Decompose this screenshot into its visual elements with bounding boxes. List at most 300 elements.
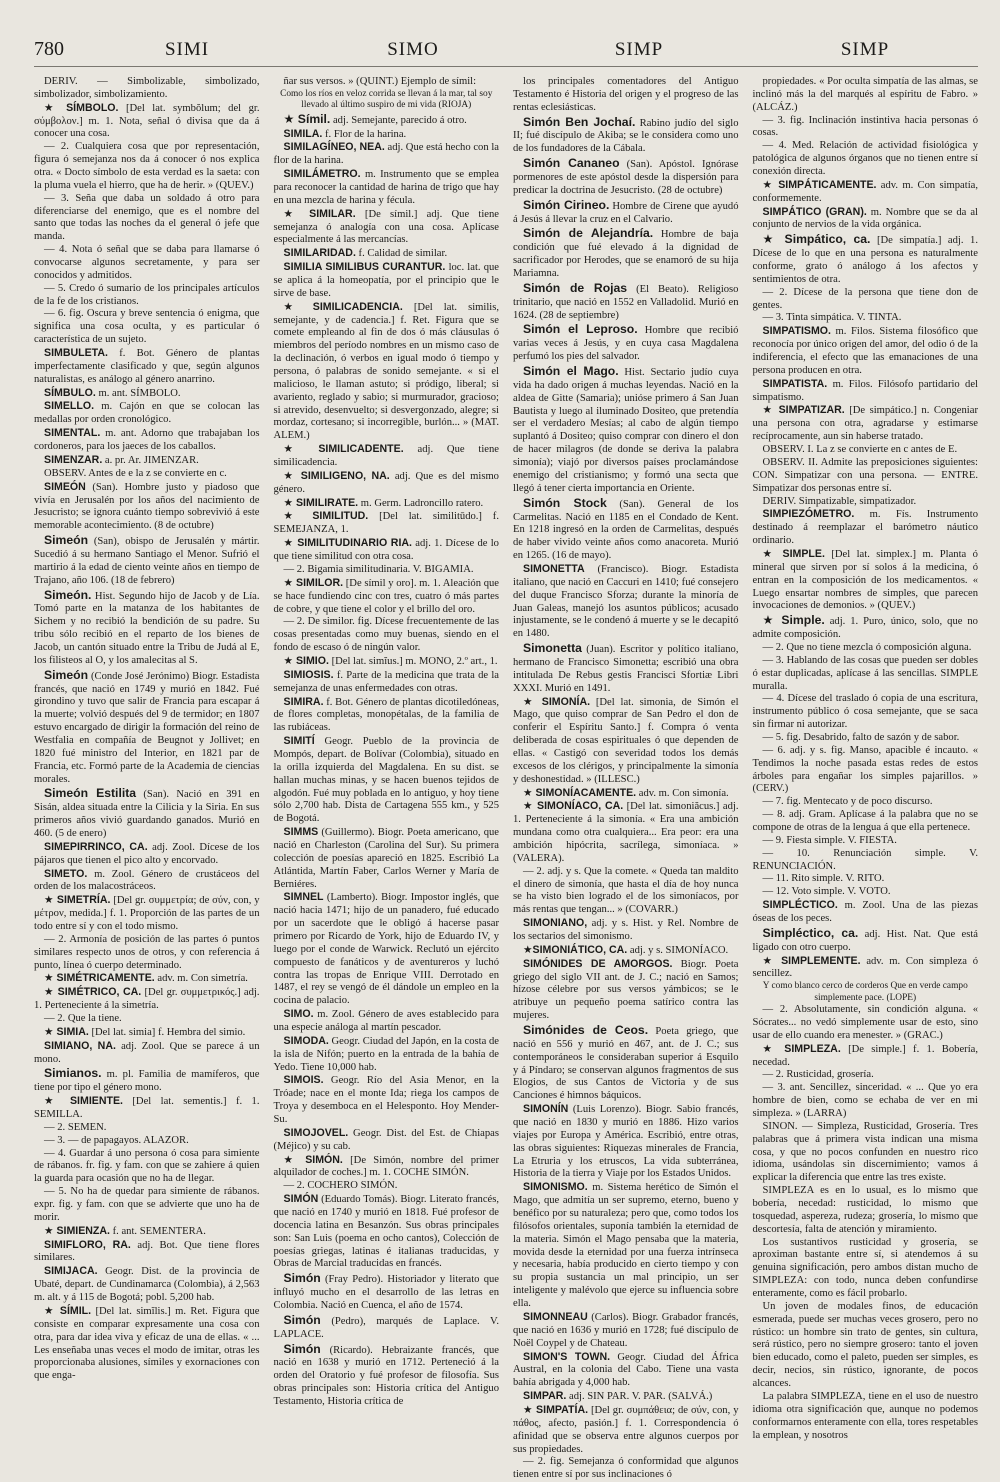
headword: ★ SIMILIGENO, NA. — [283, 469, 390, 482]
entry-continuation — [753, 1237, 979, 1301]
dictionary-entry — [513, 1103, 739, 1181]
headword: ★ SIMILICADENCIA. — [283, 300, 403, 313]
headword: SIMIRA. — [283, 695, 324, 708]
entry-continuation — [34, 308, 260, 347]
definition-text: m. Zool. Género de aves establecido para una especie análoga al martín pescador. — [273, 1009, 499, 1033]
definition-text: — 4. Med. Relación de actividad fisiológica y patológica de algunos órganos que no tienen entre sí conexión directa. — [752, 140, 978, 178]
definition-text: Hist. Sectario judío cuya vida ha dado origen á muchas leyendas. Nació en la aldea de Gitte (Samaria); unióse primero á San Juan Bautista y luego al iluminado Dositeo, que pretendía ser el verdadero Mesías; al cabo de algún tiempo suplantó á Dositeo; quiso comprar con dinero el don de hacer milagros (de donde se deriva la palabra simonía); viajó por diversos países proclamándose enemigo del cristianismo; y formó una secta que llegó á tener cierta importancia en Oriente. — [513, 367, 739, 494]
definition-text: — 3. Seña que daba un soldado á otro para diferenciarse del enemigo, que es el nombre del santo que todas las noches da el general ó jefe que manda. — [34, 192, 260, 243]
dictionary-entry — [513, 198, 739, 227]
definition-text: [De simpatía.] adj. 1. Dícese de lo que en una persona es naturalmente conforme, grato ó análogo á los afectos y sentimientos de otra. — [752, 235, 978, 285]
dictionary-entry — [753, 926, 979, 955]
dictionary-entry — [513, 1404, 739, 1456]
dictionary-entry — [34, 347, 260, 387]
column-1 — [34, 76, 260, 1382]
headword: ★ SIMÉTRICAMENTE. — [44, 972, 155, 985]
definition-text: [Del lat. similitūdo.] f. SEMEJANZA, 1. — [273, 511, 499, 536]
entry-continuation — [274, 76, 500, 89]
column-2 — [273, 76, 500, 1408]
dictionary-entry — [274, 168, 500, 208]
dictionary-entry — [513, 281, 739, 323]
dictionary-entry — [274, 1127, 500, 1154]
dictionary-entry — [274, 1035, 500, 1075]
definition-text: [De símil.] adj. Que tiene semejanza ó analogía con una cosa. Aplícase especialmente á las mercancías. — [273, 208, 500, 246]
definition-text: Geogr. Pueblo de la provincia de Mompós, depart. de Bolívar (Colombia), situado en la orilla izquierda del Magdalena. En su dist. se hallan muchas minas, y se hacen buenos tejidos de algodón. Fué muy poblada en lo antiguo, y hoy tiene sólo 2,700 hab. Dista de Cartagena 555 km., y 525 de Bogotá. — [273, 736, 499, 825]
dictionary-entry — [274, 247, 500, 261]
entry-continuation — [513, 76, 739, 115]
headword: Simón — [283, 1271, 321, 1286]
dictionary-entry — [34, 1095, 260, 1122]
definition-text: — 5. No ha de quedar para simiente de rábanos. expr. fig. y fam. con que se advierte que uno ha de morir. — [34, 1186, 260, 1223]
definition-text: a. pr. Ar. JIMENZAR. — [104, 454, 199, 466]
definition-text: (Fray Pedro). Historiador y literato que influyó mucho en el desarrollo de las letras en Colombia. Nació en Cuenca, el año de 1574. — [273, 1274, 499, 1312]
dictionary-entry — [513, 944, 739, 958]
headword: SIMILÁMETRO. — [283, 168, 361, 181]
definition-text: adj. 1. Puro, único, solo, que no admite composición. — [752, 616, 978, 641]
dictionary-entry — [513, 641, 739, 695]
headword: ★ SIMONÍACO, CA. — [523, 800, 624, 813]
definition-text: Los sustantivos rusticidad y grosería, se aproximan bastante entre sí, si atendemos á su genuina significación, pero ambos distan mucho de SIMPLEZA: con todo, nunca deben confundirse enteramente, como es fácil probarlo. — [752, 1236, 978, 1300]
entry-continuation — [753, 1391, 979, 1442]
definition-text: (Carlos). Biogr. Grabador francés, que nació en 1636 y murió en 1728; fué discípulo de Noël Coypel y de Chateau. — [513, 1311, 739, 1349]
dictionary-entry — [34, 588, 260, 668]
headword: ★ SÍMIL. — [44, 1304, 92, 1317]
definition-text: Poeta griego, que nació en 556 y murió en 467, ant. de J. C.; sus contemporáneos le consideraban superior á Esquilo y á Píndaro; se conservan algunos fragmentos de sus Elogios, de sus Cantos de Victoria y de sus Canciones é himnos báquicos. — [513, 1026, 739, 1102]
dictionary-entry — [513, 226, 739, 280]
headword: ★ SIMILICADENTE. — [283, 443, 404, 456]
entry-continuation — [753, 1082, 979, 1121]
definition-text: (San). Hombre justo y piadoso que vivía en Jerusalén por los años del nacimiento de Jesucristo; se ignora cuánto tiempo sobrevivió á este memorable acontecimiento. (8 de octubre) — [34, 481, 260, 532]
entry-continuation — [34, 1148, 260, 1187]
definition-text: — 6. fig. Oscura y breve sentencia ó enigma, que significa una cosa oculta, y es particular ó característica de un sujeto. — [34, 308, 260, 346]
definition-text: — 7. fig. Mentecato y de poco discurso. — [762, 796, 933, 808]
headword: SIMPLÉCTICO. — [762, 899, 838, 912]
headword: SIMELLO. — [44, 400, 95, 413]
definition-text: — 2. Armonía de posición de las partes ó puntos similares respecto unos de otros, y con referencia á punto, línea ó cuerpo determinado. — [34, 933, 260, 971]
headword: SIMETO. — [44, 867, 88, 880]
dictionary-entry — [274, 301, 500, 443]
dictionary-entry — [513, 156, 739, 198]
text-columns — [34, 76, 978, 1481]
dictionary-entry — [34, 387, 260, 401]
definition-text: — 2. Que no tiene mezcla ó composición alguna. — [762, 641, 972, 653]
definition-text: — 2. Rusticidad, grosería. — [762, 1069, 874, 1081]
headword: SIMIOSIS. — [283, 668, 334, 681]
headword: ★ SIMETRÍA. — [44, 894, 111, 907]
dictionary-entry — [513, 496, 739, 563]
entry-continuation — [34, 1186, 260, 1225]
definition-text: [Del gr. συμπάθεια; de σύν, con, y πάθος, afecto, pasión.] f. 1. Correspondencia ó afinidad que se observa entre algunos cuerpos por sus propiedades. — [513, 1404, 739, 1455]
definition-text: Geogr. Ciudad del África Austral, en la colonia del Cabo. Tiene una vasta bahía abrigada y 4,000 hab. — [513, 1351, 739, 1389]
dictionary-entry — [274, 1193, 500, 1271]
entry-continuation — [753, 115, 979, 141]
dictionary-entry — [753, 899, 979, 926]
headword: ★ SIMILITUD. — [283, 510, 369, 523]
definition-text: [De simple.] f. 1. Bobería, necedad. — [752, 1043, 978, 1068]
definition-text: m. Filos. Sistema filosófico que reconocía por único origen del amor, del odio ó de la indiferencia, el efecto que las emanaciones de una persona producen en otra. — [752, 326, 978, 376]
headword: ★ SIMÉTRICO, CA. — [44, 986, 142, 999]
headword: SIMILIA SIMILIBUS CURANTUR. — [283, 261, 446, 274]
entry-continuation — [753, 1185, 979, 1236]
definition-text: [Del gr. συμμετρία; de σύν, con, y μέτρον, medida.] f. 1. Proporción de las partes de un todo entre sí y con el todo mismo. — [34, 895, 260, 932]
definition-text: adj. Hist. Nat. Que está ligado con otro cuerpo. — [752, 928, 978, 953]
definition-text: [Del lat. simia] f. Hembra del simio. — [91, 1026, 246, 1038]
dictionary-entry — [274, 112, 500, 128]
dictionary-entry — [34, 868, 260, 895]
dictionary-entry — [753, 508, 979, 548]
definition-text: f. Bot. Género de plantas imperfectamente clasificado y que, según algunos naturalistas, es análogo al género anarrino. — [34, 348, 260, 385]
definition-text: adj. SIN PAR. V. PAR. (SALVÁ.) — [569, 1391, 713, 1403]
dictionary-entry — [274, 141, 500, 168]
headword: SIMBULETA. — [44, 347, 108, 360]
definition-text: m. ant. Adorno que trabajaban los cordoneros, para los jaeces de los caballos. — [34, 428, 260, 453]
dictionary-entry — [513, 917, 739, 944]
dictionary-entry — [34, 841, 260, 868]
definition-text: — 2. COCHERO SIMÓN. — [283, 1180, 398, 1192]
definition-text: [Del lat. simplex.] m. Planta ó mineral que sirven por sí solos á la medicina, ó entran en la composición de los medicamentos. « Luego ensartar nombres de simples, que parecen invocaciones de demonios. » (QUEV.) — [752, 548, 978, 612]
dictionary-entry — [274, 443, 500, 470]
definition-text: m. Sistema herético de Simón el Mago, que admitía un ser supremo, eterno, bueno y benéfico por su naturaleza; pero que, como todos los filósofos orientales, suponía también la eternidad de la materia. Simón el Mago pensaba que la materia, movida desde la eternidad por una fuerza intrínseca y necesaria, había producido en cierto tiempo y con su propia sustancia un mal principio, un ser inteligente y malévolo que ejerce su influencia sobre ella. — [513, 1182, 739, 1310]
dictionary-entry — [274, 696, 500, 736]
dictionary-entry — [34, 1066, 260, 1095]
definition-text: Hombre de baja condición que fué elevado á la dignidad de sacrificador por Herodes, que se enamoró de su hija Mariamna. — [513, 229, 739, 280]
entry-continuation — [34, 468, 260, 481]
definition-text: (El Beato). Religioso trinitario, que nació en 1552 en Valladolid. Murió en 1624. (28 de septiembre) — [513, 283, 739, 321]
dictionary-entry — [34, 454, 260, 468]
entry-continuation — [274, 89, 500, 112]
dictionary-entry — [274, 669, 500, 696]
entry-continuation — [753, 886, 979, 899]
definition-text: adv. m. Con simpatía, conformemente. — [752, 179, 978, 204]
dictionary-entry — [274, 577, 500, 617]
dictionary-entry — [34, 1305, 260, 1383]
definition-text: Geogr. Dist. de la provincia de Ubaté, depart. de Cundinamarca (Colombia), á 2,563 m. alt. y á 115 de Bogotá; pobl. 5,200 hab. — [34, 1266, 260, 1304]
headword: Simeón Estilita — [44, 786, 137, 801]
dictionary-entry — [274, 537, 500, 564]
definition-text: adv. m. Con simonía. — [638, 787, 729, 799]
definition-text: [Del gr. συμμετρικός.] adj. 1. Perteneciente á la simetría. — [34, 987, 260, 1012]
definition-text: — 2. fig. Semejanza ó conformidad que algunos tienen entre sí por sus inclinaciones ó — [513, 1456, 739, 1481]
definition-text: — 3. fig. Inclinación instintiva hacia personas ó cosas. — [752, 114, 978, 139]
headword: ★SIMONIÁTICO, CA. — [523, 943, 628, 956]
dictionary-entry — [513, 787, 739, 801]
definition-text: — 4. Dícese del traslado ó copia de una escritura, instrumento público ó cosa semejante, que se saca sin firmar ni autorizar. — [752, 693, 978, 731]
headword: SIMENZAR. — [44, 453, 103, 466]
headword: SIMOJOVEL. — [283, 1126, 349, 1139]
entry-continuation — [34, 1013, 260, 1026]
entry-continuation — [753, 1121, 979, 1185]
entry-continuation — [34, 283, 260, 309]
headword: SIMILARIDAD. — [283, 247, 356, 260]
headword: Simonetta — [523, 641, 582, 656]
definition-text: Geogr. Dist. del Est. de Chiapas (Méjico) y su cab. — [273, 1127, 499, 1152]
definition-text: loc. lat. que se aplica á la homeopatía, por el principio que le sirve de base. — [273, 262, 500, 299]
dictionary-entry — [274, 826, 500, 891]
dictionary-entry — [753, 404, 979, 444]
definition-text: — 2. Absolutamente, sin condición alguna. « Sócrates... no vedó simplemente usar de esto, sino usar de ello cuando era menester. » (GRAC.) — [752, 1004, 978, 1041]
dictionary-entry — [34, 481, 260, 533]
headword: SIMMS — [283, 826, 319, 839]
column-4 — [752, 76, 979, 1441]
headword: SIMENTAL. — [44, 427, 101, 440]
definition-text: Y como blanco cerco de corderos Que en verde campo simplemente pace. (LOPE) — [762, 981, 968, 1003]
headword: Simeón — [44, 533, 89, 548]
headword: ★ SIMIENZA. — [44, 1224, 110, 1237]
entry-continuation — [513, 1456, 739, 1482]
dictionary-entry — [274, 470, 500, 497]
definition-text: DERIV. Simpatizable, simpatizador. — [762, 495, 917, 507]
dictionary-entry — [513, 1311, 739, 1351]
entry-continuation — [274, 1180, 500, 1193]
definition-text: m. pl. Familia de mamíferos, que tiene por tipo el género mono. — [34, 1069, 260, 1094]
definition-text: adj. y s. SIMONÍACO. — [629, 944, 729, 956]
dictionary-entry — [274, 1271, 500, 1313]
dictionary-entry — [34, 102, 260, 142]
entry-continuation — [753, 981, 979, 1004]
definition-text: adj. y s. Hist. y Rel. Nombre de los sectarios del simonismo. — [513, 918, 739, 942]
definition-text: adj. Que está hecho con la flor de la harina. — [273, 142, 499, 167]
dictionary-entry — [753, 378, 979, 405]
dictionary-entry — [34, 986, 260, 1013]
definition-text: Hombre de Cirene que ayudó á Jesús á llevar la cruz en el Calvario. — [513, 200, 739, 225]
definition-text: Rabino judío del siglo II; fué discípulo de Akiba; se le considera como uno de los fundadores de la Cábala. — [513, 117, 739, 155]
dictionary-entry — [513, 115, 739, 157]
headword: Simón — [283, 1341, 321, 1356]
definition-text: Geogr. Río del Asia Menor, en la Tróade; nace en el monte Ida; riega los campos de Troya y desemboca en el Helesponto. Hoy Mender-Su. — [273, 1075, 499, 1126]
definition-text: (San). General de los Carmelitas. Nació en 1185 en el Condado de Kent. En 1218 ingresó en la orden de Carmelitas, después de haber vivido veinte años como anacoreta. Murió en 1265. (16 de mayo). — [513, 498, 739, 562]
definition-text: (Luis Lorenzo). Biogr. Sabio francés, que nació en 1830 y murió en 1886. Hizo varios viajes por Europa y América. Escribió, entre otras, las obras siguientes: Riquezas minerales de Francia, La Etruria y los etruscos, La vida subterránea, Historia de la tierra y Viaje por los Estados Unidos. — [513, 1104, 739, 1180]
entry-continuation — [34, 76, 260, 102]
headword: ★ SIMILITUDINARIO RIA. — [283, 537, 412, 550]
definition-text: — 2. Bigamia similitudinaria. V. BIGAMIA. — [283, 563, 474, 575]
definition-text: m. ant. SÍMBOLO. — [98, 387, 181, 399]
headword: ★ SIMILAR. — [283, 207, 356, 220]
entry-continuation — [34, 141, 260, 192]
headword: Simónides de Ceos. — [523, 1023, 649, 1038]
headword: Simón el Mago. — [523, 364, 619, 379]
dictionary-entry — [34, 533, 260, 587]
headword: SIMONIANO, — [523, 917, 588, 930]
headword: ★ SIMONÍA. — [523, 695, 591, 708]
entry-continuation — [34, 193, 260, 244]
definition-text: (Ricardo). Hebraizante francés, que nació en 1638 y murió en 1712. Perteneció á la orden del Oratorio y fué profesor de filosofía. Sus obras principales son: Historia crítica del Antiguo Testamento, Historia crítica de — [273, 1344, 499, 1408]
definition-text: (Conde José Jerónimo) Biogr. Estadista francés, que nació en 1749 y murió en 1842. Fué girondino y tuvo que salir de Francia para escapar á la muerte; volvió después del 9 de termidor; en 1807 estuvo encargado de dirigir la formación del reino de Westfalia en compañía de Beugnot y Jollivet; en 1820 fué ministro del Interior, en 1821 par de Francia, etc. Formó parte de la Academia de ciencias morales. — [34, 670, 260, 785]
dictionary-entry — [274, 655, 500, 669]
dictionary-entry — [753, 548, 979, 613]
dictionary-entry — [34, 1239, 260, 1266]
entry-continuation — [34, 1122, 260, 1135]
definition-text: [De Simón, nombre del primer alquilador de coches.] m. 1. COCHE SIMÓN. — [273, 1154, 499, 1179]
entry-continuation — [753, 873, 979, 886]
entry-continuation — [753, 693, 979, 732]
definition-text: — 2. Dícese de la persona que tiene don de gentes. — [752, 286, 978, 311]
headword: SIMILAGÍNEO, NEA. — [283, 141, 385, 154]
headword: Simón Cirineo. — [523, 197, 610, 212]
definition-text: (Guillermo). Biogr. Poeta americano, que nació en Charleston (Carolina del Sur). Su primera colección de poesías apareció en 1825. Escribió La Atlántida, Martín Faber, Carlos Werner y María de Berniéres. — [273, 827, 499, 890]
definition-text: — 10. Renunciación simple. V. RENUNCIACIÓN. — [752, 847, 978, 872]
header-rule — [34, 66, 978, 67]
headword: SIMODA. — [283, 1034, 329, 1047]
definition-text: — 12. Voto simple. V. VOTO. — [762, 886, 891, 898]
definition-text: f. Parte de la medicina que trata de la semejanza de unas enfermedades con otras. — [273, 669, 499, 694]
dictionary-entry — [274, 1154, 500, 1181]
dictionary-entry — [34, 1026, 260, 1040]
definition-text: adj. Que tiene similicadencia. — [273, 444, 499, 469]
entry-continuation — [753, 312, 979, 325]
definition-text: Geogr. Ciudad del Japón, en la costa de la isla de Nifón; puerto en la entrada de la bahía de Yedo. Tiene 10,000 hab. — [273, 1035, 499, 1073]
headword: SIMPIEZÓMETRO. — [762, 508, 855, 521]
definition-text: — 2. SEMEN. — [44, 1121, 107, 1133]
definition-text: — 11. Rito simple. V. RITO. — [762, 873, 885, 885]
page-number: 780 — [34, 38, 64, 60]
headword: SIMONETTA — [523, 562, 585, 575]
definition-text: Un joven de modales finos, de educación esmerada, puede ser muchas veces grosero, pero no rústico: un hombre sin trato de gentes, sin cultura, será rústico, pero no siempre grosero: tanto el joven bien educado, como el paleto, pueden ser simples, es decir, necios, sin rústico, ignorante, de pocos alcances. — [752, 1300, 978, 1390]
entry-continuation — [753, 287, 979, 313]
dictionary-entry — [753, 206, 979, 233]
definition-text: Biogr. Poeta griego del siglo VII ant. de J. C.; nació en Samos; hízose célebre por sus versos yámbicos; se le atribuye un pequeño poema satírico contra las mujeres. — [513, 958, 739, 1022]
headword: ★ Simple. — [762, 613, 825, 628]
headword: Simianos. — [44, 1066, 102, 1081]
headword: SÍMBULO. — [44, 386, 96, 399]
headword: SIMPATISMO. — [762, 325, 831, 338]
entry-continuation — [753, 835, 979, 848]
headword: Simón de Rojas — [523, 280, 628, 295]
dictionary-entry — [34, 786, 260, 840]
dictionary-entry — [513, 696, 739, 787]
definition-text: — 6. adj. y s. fig. Manso, apacible é incauto. « Tendimos la noche pasada estas redes de estos árboles para engañar los simples pajarillos. » (CERV.) — [752, 744, 978, 795]
headword: SIMONISMO. — [523, 1181, 588, 1194]
dictionary-entry — [513, 322, 739, 364]
definition-text: adv. m. Con simpleza ó sencillez. — [752, 955, 978, 980]
headword: Simón el Leproso. — [523, 322, 638, 337]
definition-text: adj. Bot. Que tiene flores similares. — [34, 1239, 260, 1264]
dictionary-entry — [34, 400, 260, 427]
headword: ★ SIMILIRATE. — [283, 496, 359, 509]
definition-text: f. ant. SEMENTERA. — [112, 1225, 206, 1237]
headword: ★ SÍMBOLO. — [44, 101, 119, 114]
dictionary-entry — [34, 668, 260, 787]
guide-word-1: SIMI — [164, 39, 210, 60]
dictionary-entry — [274, 1313, 500, 1342]
dictionary-entry — [753, 179, 979, 206]
definition-text: (San). Apóstol. Ignórase pormenores de este apóstol desde la dispersión para predicar la doctrina de Jesucristo. (28 de octubre) — [513, 159, 739, 196]
definition-text: [De símil y oro]. m. 1. Aleación que se hace fundiendo cinc con tres, cuatro ó más partes de cobre, y que tiene el color y el brillo del oro. — [273, 577, 499, 615]
dictionary-entry — [513, 958, 739, 1023]
headword: SIMIJACA. — [44, 1265, 98, 1278]
dictionary-entry — [513, 1023, 739, 1103]
definition-text: DERIV. — Simbolizable, simbolizado, simbolizador, simbolizamiento. — [34, 76, 260, 100]
dictionary-entry — [753, 232, 979, 286]
definition-text: [Del lat. simĭus.] m. MONO, 2.º art., 1. — [331, 655, 498, 667]
headword: SIMIANO, NA. — [44, 1039, 116, 1052]
definition-text: — 9. Fiesta simple. V. FIESTA. — [762, 834, 897, 846]
headword: ★ SIMIO. — [283, 654, 329, 667]
headword: SIMPAR. — [523, 1390, 567, 1403]
entry-continuation — [753, 444, 979, 457]
guide-word-2: SIMO — [387, 39, 439, 60]
dictionary-entry — [34, 427, 260, 454]
definition-text: f. Calidad de similar. — [358, 248, 448, 260]
headword: SIMOIS. — [283, 1074, 324, 1087]
definition-text: (Francisco). Biogr. Estadista italiano, que nació en Caccuri en 1410; fué consejero del duque Francisco Sforza; durante la minoría de Juan Galeas, manejó los asuntos públicos; acusado injustamente, se le condenó á muerte y se le decapitó en 1480. — [513, 563, 739, 640]
definition-text: m. Zool. Una de las piezas óseas de los peces. — [752, 900, 978, 924]
entry-continuation — [753, 496, 979, 509]
definition-text: [Del lat. simoniăcus.] adj. 1. Perteneciente á la simonía. « Era una ambición mundana como otra cualquiera... Era peor: era una ambición hipócrita, sacrílega, simoníaca. » (VALERA). — [513, 801, 739, 864]
dictionary-entry — [274, 1074, 500, 1126]
definition-text: m. Zool. Género de crustáceos del orden de los malacostráceos. — [34, 868, 260, 893]
definition-text: OBSERV. I. La z se convierte en c antes de E. — [762, 444, 958, 456]
headword: SIMEÓN — [44, 480, 86, 493]
headword: SIMON'S TOWN. — [523, 1350, 611, 1363]
headword: Simón Cananeo — [523, 156, 620, 171]
definition-text: [Del lat. similis, semejante, y de cadencia.] f. Ret. Figura que se comete empleando al fin de dos ó más cláusulas ó miembros del período nombres en un mismo caso de la declinación, ó verbos en igual modo ó tiempo y persona, ó palabras de sonido semejante. « si el malicioso, le llaman astuto; si pródigo, liberal; si avariento, reglado y sabio; si murmurador, gracioso; si atrevido, desenvuelto; si desvergonzado, alegre; si mordaz, cortesano; si incorregible, burlón... » (MAT. ALEM.) — [273, 301, 500, 442]
dictionary-entry — [513, 1390, 739, 1404]
definition-text: adv. m. Con simetría. — [157, 973, 248, 985]
definition-text: — 2. De similor. fig. Dícese frecuentemente de las cosas presentadas como muy buenas, siendo en el fondo de escaso ó de ningún valor. — [273, 616, 499, 654]
definition-text: — 2. adj. y s. Que la comete. « Queda tan maldito el dinero de simonía, que hasta el día de hoy nunca se ha visto bien logrado el de los simoníacos, por más rentas que tengan... » (COVARR.) — [513, 865, 739, 916]
entry-continuation — [753, 796, 979, 809]
entry-continuation — [753, 642, 979, 655]
definition-text: m. Cajón en que se colocan las medallas por orden cronológico. — [34, 401, 260, 426]
headword: SIMÓN — [283, 1193, 319, 1206]
guide-word-4: SIMP — [840, 39, 890, 60]
entry-continuation — [753, 732, 979, 745]
dictionary-entry — [513, 563, 739, 641]
definition-text: m. Fís. Instrumento destinado á reemplazar el barómetro náutico ordinario. — [752, 509, 978, 547]
dictionary-entry — [513, 1181, 739, 1311]
dictionary-entry — [34, 1040, 260, 1067]
dictionary-entry — [34, 894, 260, 934]
headword: SIMITÍ — [283, 735, 315, 748]
entry-continuation — [753, 140, 979, 179]
dictionary-entry — [274, 497, 500, 511]
headword: ★ SIMPLE. — [762, 547, 825, 560]
definition-text: m. Instrumento que se emplea para reconocer la cantidad de harina de trigo que hay en una mezcla de harina y fécula. — [273, 169, 499, 206]
definition-text: Como los ríos en veloz corrida se llevan á la mar, tal soy llevado al último suspiro de mi vida (RIOJA) — [280, 88, 493, 111]
headword: SIMIFLORO, RA. — [44, 1238, 131, 1251]
entry-continuation — [274, 564, 500, 577]
headword: Simpléctico, ca. — [762, 925, 859, 940]
definition-text: — 3. Tinta simpática. V. TINTA. — [762, 312, 902, 324]
definition-text: — 2. Cualquiera cosa que por representación, figura ó semejanza nos da á conocer ó nos explica otra. « Docto símbolo de esta verdad es la saeta: con la pluma vuela el hierro, que ha de herir. » (QUEV.) — [34, 141, 260, 191]
entry-continuation — [274, 616, 500, 655]
headword: ★ SIMILOR. — [283, 576, 344, 589]
dictionary-entry — [274, 261, 500, 301]
definition-text: [Del lat. simonia, de Simón el Mago, que quiso comprar de San Pedro el don de conferir el Espíritu Santo.] f. Compra ó venta deliberada de cosas espirituales ó que dependen de ellas. « Castigó con severidad todos los demás excesos de los clérigos, y principalmente la simonía y deshonestidad. » (ILLESC.) — [513, 696, 739, 785]
headword: ★ Simpático, ca. — [762, 232, 871, 247]
definition-text: f. Flor de la harina. — [325, 128, 407, 140]
definition-text: adj. Zool. Dícese de los pájaros que tienen el pico alto y encorvado. — [34, 841, 260, 866]
dictionary-entry — [753, 325, 979, 377]
definition-text: — 3. — de papagayos. ALAZOR. — [44, 1134, 189, 1146]
dictionary-entry — [274, 735, 500, 826]
dictionary-entry — [513, 364, 739, 496]
headword: Simeón. — [44, 587, 92, 602]
headword: SIMNEL — [283, 891, 324, 904]
headword: ★ SIMPATIZAR. — [762, 404, 845, 417]
definition-text: SINON. — Simpleza, Rusticidad, Grosería. Tres palabras que á primera vista indican una misma cosa, y que no pocos confunden en nuestro rico idioma, usándolas sin discernimiento; vamos á explicar la diferencia que entre las tres existe. — [752, 1120, 978, 1184]
definition-text: (Lamberto). Biogr. Impostor inglés, que nació hacia 1471; hijo de un panadero, fué educado por un sacerdote que le obligó á hacerse pasar primero por Ricardo de York, hijo de Eduardo IV, y luego por el conde de Warwick. Reclutó un ejército compuesto de fanáticos y de aventureros y luchó contra las tropas de Enrique VIII. Derrotado en 1487, el rey se vengó de él dándole un empleo en la cocina de palacio. — [273, 892, 499, 1007]
definition-text: los principales comentadores del Antiguo Testamento é Historia del origen y el progreso de las rentas eclesiásticas. — [513, 76, 739, 113]
dictionary-entry — [34, 972, 260, 986]
dictionary-entry — [274, 510, 500, 537]
headword: Simón de Alejandría. — [523, 226, 654, 241]
definition-text: OBSERV. Antes de e la z se convierte en c. — [44, 467, 227, 479]
definition-text: — 5. fig. Desabrido, falto de sazón y de sabor. — [762, 731, 960, 743]
dictionary-entry — [513, 1351, 739, 1391]
definition-text: (Eduardo Tomás). Biogr. Literato francés, que nació en 1740 y murió en 1818. Fué profesor de docencia latina en Besanzón. Sus obras principales son: San Luis (poema en ocho cantos), Colección de poesías griegas, latinas é italianas traducidas, y Obras de Marcial traducidas en francés. — [273, 1194, 500, 1270]
dictionary-entry — [274, 891, 500, 1008]
